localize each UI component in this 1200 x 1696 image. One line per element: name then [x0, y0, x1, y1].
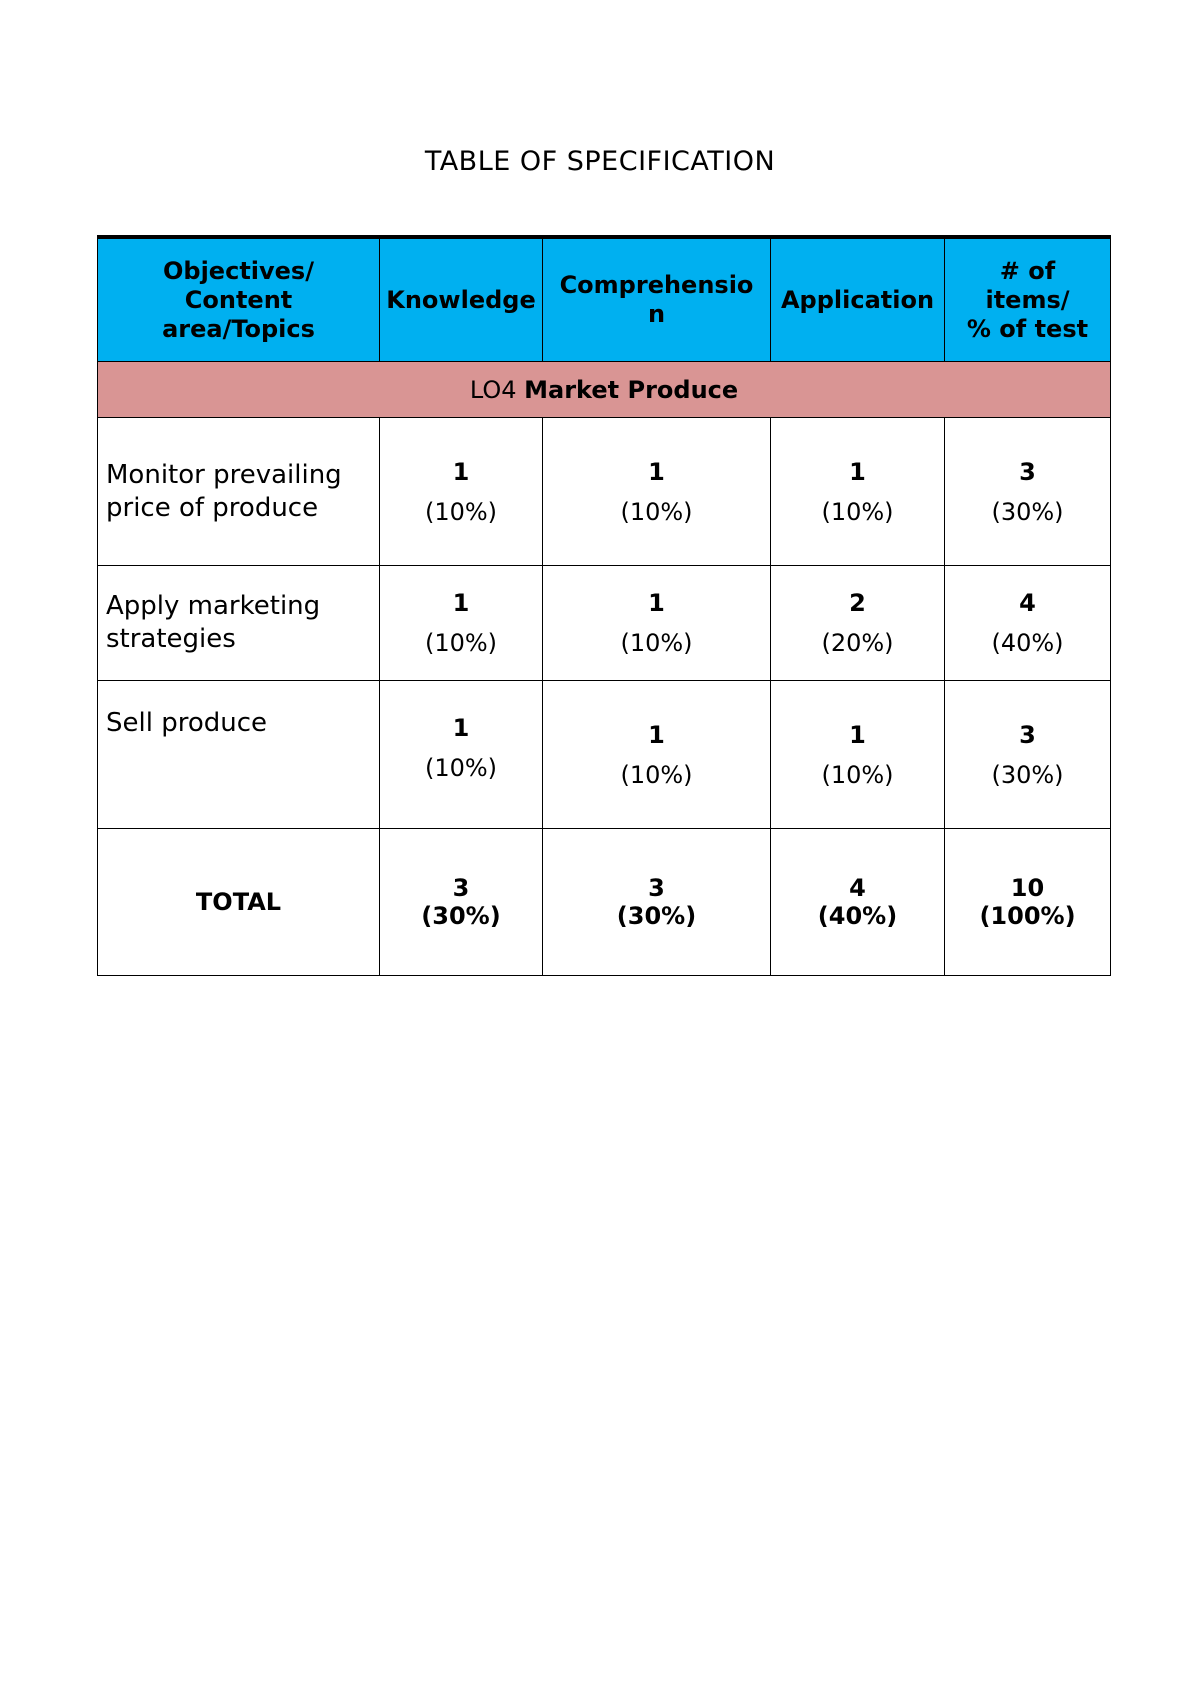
item-count: 1 [452, 457, 470, 486]
header-items-line: % of test [966, 314, 1089, 343]
application-cell [771, 681, 945, 829]
header-objectives [98, 237, 380, 362]
topic-cell: Apply marketing strategies [98, 566, 380, 681]
item-count: 1 [648, 457, 665, 486]
header-objectives-line: Content [184, 285, 293, 314]
section-code: LO4 [469, 375, 517, 404]
total-label [98, 829, 380, 976]
items-total-cell [945, 566, 1111, 681]
item-percent: (10%) [620, 497, 693, 526]
item-percent: (10%) [620, 629, 693, 657]
section-row [98, 362, 1111, 418]
knowledge-cell [380, 418, 543, 566]
total-items-cell [945, 829, 1111, 976]
total-percent: (30%) [616, 902, 697, 930]
item-count: 4 [1019, 589, 1036, 617]
header-comprehension-line: n [647, 300, 666, 328]
total-row [98, 829, 1111, 976]
item-count: 1 [452, 714, 470, 742]
comprehension-cell [543, 566, 771, 681]
page-title: TABLE OF SPECIFICATION [424, 146, 776, 177]
item-percent: (30%) [991, 497, 1064, 526]
header-application [771, 237, 945, 362]
item-count: 3 [1019, 720, 1036, 749]
header-application-line: Application [780, 285, 935, 314]
item-percent: (40%) [991, 629, 1064, 657]
header-comprehension-line: Comprehensio [559, 271, 754, 299]
total-percent: (30%) [421, 902, 501, 930]
header-comprehension [543, 237, 771, 362]
item-count: 2 [849, 589, 866, 617]
item-count: 3 [1019, 457, 1036, 486]
header-items-line: # of [999, 256, 1056, 285]
item-count: 1 [849, 457, 866, 486]
table-row [98, 681, 1111, 829]
items-total-cell [945, 418, 1111, 566]
item-percent: (10%) [821, 497, 894, 526]
total-label-text: TOTAL [195, 888, 282, 916]
application-cell [771, 566, 945, 681]
total-application-cell [771, 829, 945, 976]
total-knowledge-cell [380, 829, 543, 976]
header-objectives-line: Objectives/ [163, 256, 314, 285]
item-percent: (10%) [424, 497, 498, 526]
comprehension-cell [543, 418, 771, 566]
item-percent: (20%) [821, 629, 894, 657]
topic-cell: Sell produce [98, 681, 380, 829]
item-percent: (10%) [424, 629, 498, 657]
table-row [98, 566, 1111, 681]
item-percent: (10%) [620, 760, 693, 789]
section-heading [98, 362, 1111, 418]
total-count: 3 [648, 874, 665, 902]
total-percent: (100%) [979, 902, 1076, 930]
total-percent: (40%) [817, 902, 898, 930]
table-header-row [98, 237, 1111, 362]
header-items-line: items/ [985, 285, 1070, 314]
item-percent: (10%) [424, 754, 498, 782]
item-count: 1 [648, 720, 665, 749]
header-knowledge [380, 237, 543, 362]
section-name: Market Produce [524, 375, 739, 404]
items-total-cell [945, 681, 1111, 829]
item-count: 1 [648, 589, 665, 617]
total-count: 3 [452, 874, 470, 902]
header-items [945, 237, 1111, 362]
total-comprehension-cell [543, 829, 771, 976]
item-count: 1 [849, 720, 866, 749]
knowledge-cell [380, 566, 543, 681]
table-row [98, 418, 1111, 566]
header-knowledge-line: Knowledge [386, 285, 536, 314]
item-count: 1 [452, 589, 470, 617]
application-cell [771, 418, 945, 566]
item-percent: (30%) [991, 760, 1064, 789]
total-count: 4 [849, 874, 866, 902]
total-count: 10 [1010, 874, 1045, 902]
knowledge-cell [380, 681, 543, 829]
specification-table [97, 235, 1111, 976]
comprehension-cell [543, 681, 771, 829]
item-percent: (10%) [821, 760, 894, 789]
header-objectives-line: area/Topics [162, 314, 315, 343]
topic-cell: Monitor prevailing price of produce [98, 418, 380, 566]
